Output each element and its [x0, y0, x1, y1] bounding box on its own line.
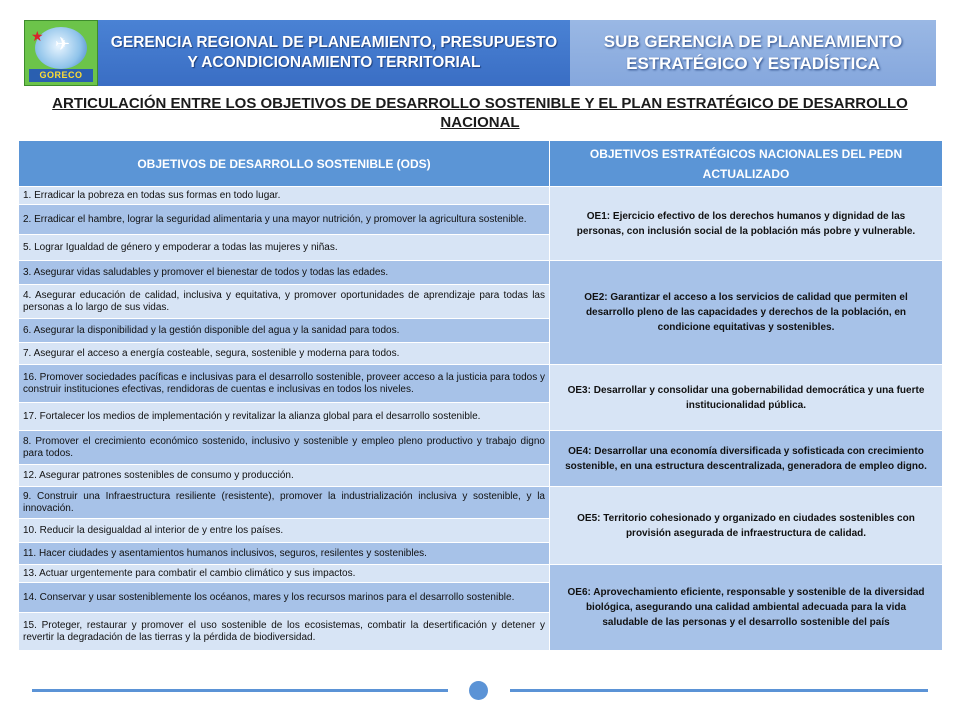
table-row: [19, 261, 943, 285]
ods-cell: 12. Asegurar patrones sostenibles de consumo y producción.: [19, 465, 550, 487]
header: [24, 20, 936, 86]
regional-management-title-text: GERENCIA REGIONAL DE PLANEAMIENTO, PRESUPUESTO Y ACONDICIONAMIENTO TERRITORIAL: [110, 34, 558, 71]
sub-management-title-text: SUB GERENCIA DE PLANEAMIENTO ESTRATÉGICO Y ESTADÍSTICA: [603, 32, 903, 73]
gorehco-logo: [24, 20, 98, 86]
ods-cell: 3. Asegurar vidas saludables y promover el bienestar de todos y todas las edades.: [19, 261, 550, 285]
articulation-table: [18, 140, 943, 651]
footer-line-right: [510, 689, 928, 692]
footer-dot: [469, 681, 488, 700]
table-row: [19, 565, 943, 583]
table-row: [19, 187, 943, 205]
ods-cell: 6. Asegurar la disponibilidad y la gestión disponible del agua y la sanidad para todos.: [19, 319, 550, 343]
ods-cell: 16. Promover sociedades pacíficas e inclusivas para el desarrollo sostenible, proveer acceso a la justicia para todos y construir instituciones efectivas, rendidoras de cuentas e inclusivas en todos los niveles.: [19, 365, 550, 403]
pedn-cell-oe6: OE6: Aprovechamiento eficiente, responsable y sostenible de la diversidad biológica, asegurando una calidad ambiental adecuada para la vida saludable de las personas y el desarrollo sostenible del país: [550, 565, 943, 651]
sub-management-title: [570, 20, 936, 86]
star-icon: ★: [31, 28, 44, 44]
ods-column-header: OBJETIVOS DE DESARROLLO SOSTENIBLE (ODS): [19, 141, 550, 187]
ods-cell: 11. Hacer ciudades y asentamientos humanos inclusivos, seguros, resilentes y sostenibles.: [19, 543, 550, 565]
table-row: [19, 431, 943, 465]
table-row: [19, 487, 943, 519]
pedn-cell-oe3: OE3: Desarrollar y consolidar una gobernabilidad democrática y una fuerte institucionalidad pública.: [550, 365, 943, 431]
pedn-cell-oe2: OE2: Garantizar el acceso a los servicios de calidad que permiten el desarrollo pleno de las capacidades y derechos de la población, en condicione equitativas y sostenibles.: [550, 261, 943, 365]
ods-cell: 8. Promover el crecimiento económico sostenido, inclusivo y sostenible y empleo pleno productivo y trabajo digno para todos.: [19, 431, 550, 465]
pedn-cell-oe4: OE4: Desarrollar una economía diversificada y sofisticada con crecimiento sostenible, en una estructura descentralizada, generadora de empleo digno.: [550, 431, 943, 487]
footer-line-left: [32, 689, 448, 692]
ods-cell: 5. Lograr Igualdad de género y empoderar a todas las mujeres y niñas.: [19, 235, 550, 261]
ods-cell: 15. Proteger, restaurar y promover el uso sostenible de los ecosistemas, combatir la desertificación y detener y revertir la degradación de las tierras y la pérdida de biodiversidad.: [19, 613, 550, 651]
ods-cell: 14. Conservar y usar sosteniblemente los océanos, mares y los recursos marinos para el desarrollo sostenible.: [19, 583, 550, 613]
regional-management-title: [98, 20, 570, 86]
table-header-row: [19, 141, 943, 187]
ods-cell: 13. Actuar urgentemente para combatir el cambio climático y sus impactos.: [19, 565, 550, 583]
ods-cell: 2. Erradicar el hambre, lograr la seguridad alimentaria y una mayor nutrición, y promover la agricultura sostenible.: [19, 205, 550, 235]
ods-cell: 17. Fortalecer los medios de implementación y revitalizar la alianza global para el desarrollo sostenible.: [19, 403, 550, 431]
logo-text: GORECO: [29, 69, 93, 82]
ods-cell: 10. Reducir la desigualdad al interior de y entre los países.: [19, 519, 550, 543]
table-row: [19, 365, 943, 403]
ods-cell: 7. Asegurar el acceso a energía costeable, segura, sostenible y moderna para todos.: [19, 343, 550, 365]
ods-cell: 9. Construir una Infraestructura resiliente (resistente), promover la industrialización inclusiva y sostenible, y la innovación.: [19, 487, 550, 519]
page-title: ARTICULACIÓN ENTRE LOS OBJETIVOS DE DESARROLLO SOSTENIBLE Y EL PLAN ESTRATÉGICO DE DESARROLLO NACIONAL: [52, 95, 908, 131]
ods-cell: 1. Erradicar la pobreza en todas sus formas en todo lugar.: [19, 187, 550, 205]
pedn-column-header: OBJETIVOS ESTRATÉGICOS NACIONALES DEL PEDN ACTUALIZADO: [550, 141, 943, 187]
bird-icon: ✈: [55, 34, 71, 54]
pedn-cell-oe5: OE5: Territorio cohesionado y organizado en ciudades sostenibles con provisión asegurada de infraestructura de calidad.: [550, 487, 943, 565]
ods-cell: 4. Asegurar educación de calidad, inclusiva y equitativa, y promover oportunidades de aprendizaje para todas las personas a lo largo de sus vidas.: [19, 285, 550, 319]
pedn-cell-oe1: OE1: Ejercicio efectivo de los derechos humanos y dignidad de las personas, con inclusión social de la población más pobre y vulnerable.: [550, 187, 943, 261]
